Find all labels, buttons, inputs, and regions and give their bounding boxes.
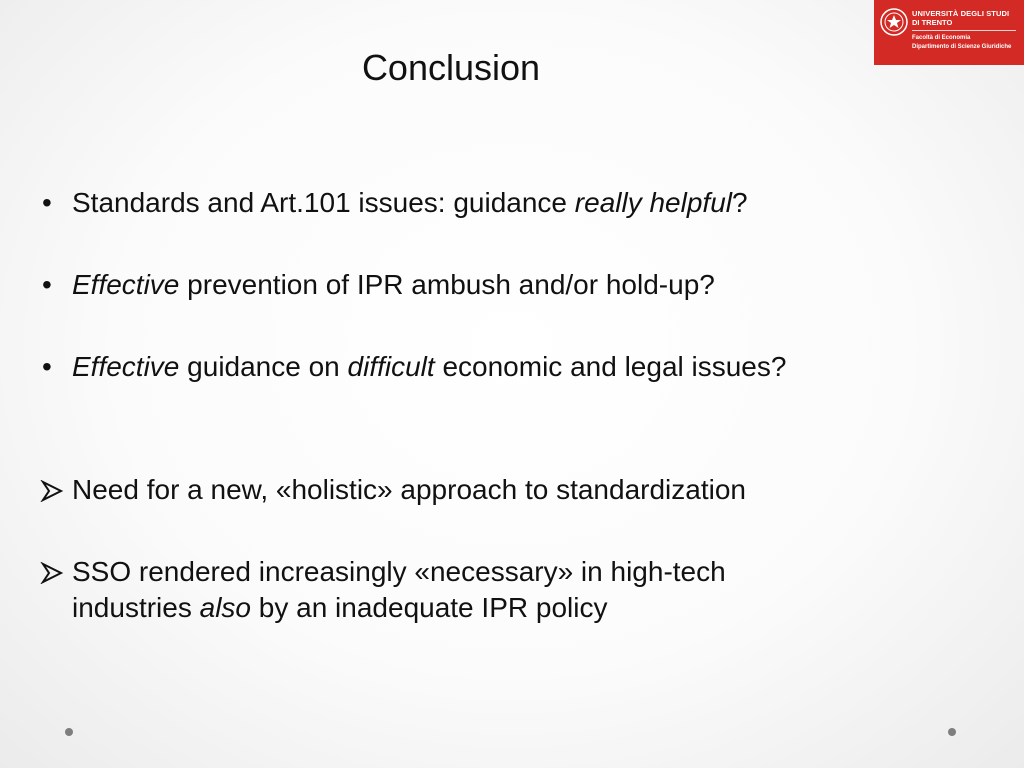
arrow-emphasis: also — [199, 592, 251, 623]
logo-department: Dipartimento di Scienze Giuridiche — [912, 44, 1012, 50]
bullet-text-segment: ? — [732, 187, 748, 218]
slide-title: Conclusion — [361, 47, 541, 88]
bullet-emphasis: difficult — [347, 351, 435, 382]
university-seal-icon — [880, 8, 908, 36]
arrow-text-segment: by an inadequate IPR policy — [251, 592, 608, 623]
bullet-text — [72, 265, 715, 305]
bullet-emphasis: Effective — [72, 269, 180, 300]
bullet-text-segment: Standards and Art.101 issues: guidance — [72, 187, 575, 218]
bullet-emphasis: Effective — [72, 351, 180, 382]
logo-faculty: Facoltà di Economia — [912, 35, 971, 41]
logo-university-name: UNIVERSITÀ DEGLI STUDI — [912, 9, 1010, 18]
decorative-dot-left — [65, 728, 73, 736]
logo-divider — [912, 30, 1016, 31]
bullet-text-segment: guidance on — [179, 351, 348, 382]
bullet-text — [72, 347, 786, 387]
bullet-text — [72, 183, 748, 223]
arrow-item-text-continued — [72, 588, 607, 628]
bullet-text-segment: economic and legal issues? — [434, 351, 787, 382]
bullet-marker: • — [42, 351, 52, 382]
arrow-text-segment: industries — [72, 592, 200, 623]
decorative-dot-right — [948, 728, 956, 736]
logo-city: DI TRENTO — [912, 18, 953, 27]
arrow-item-text: Need for a new, «holistic» approach to standardization — [72, 474, 746, 505]
arrow-bullet-icon — [40, 480, 64, 502]
bullet-marker: • — [42, 269, 52, 300]
bullet-text-segment: prevention of IPR ambush and/or hold-up? — [179, 269, 715, 300]
bullet-emphasis: really helpful — [574, 187, 732, 218]
arrow-item-text: SSO rendered increasingly «necessary» in high-tech — [72, 556, 726, 587]
bullet-marker: • — [42, 187, 52, 218]
arrow-bullet-icon — [40, 562, 64, 584]
